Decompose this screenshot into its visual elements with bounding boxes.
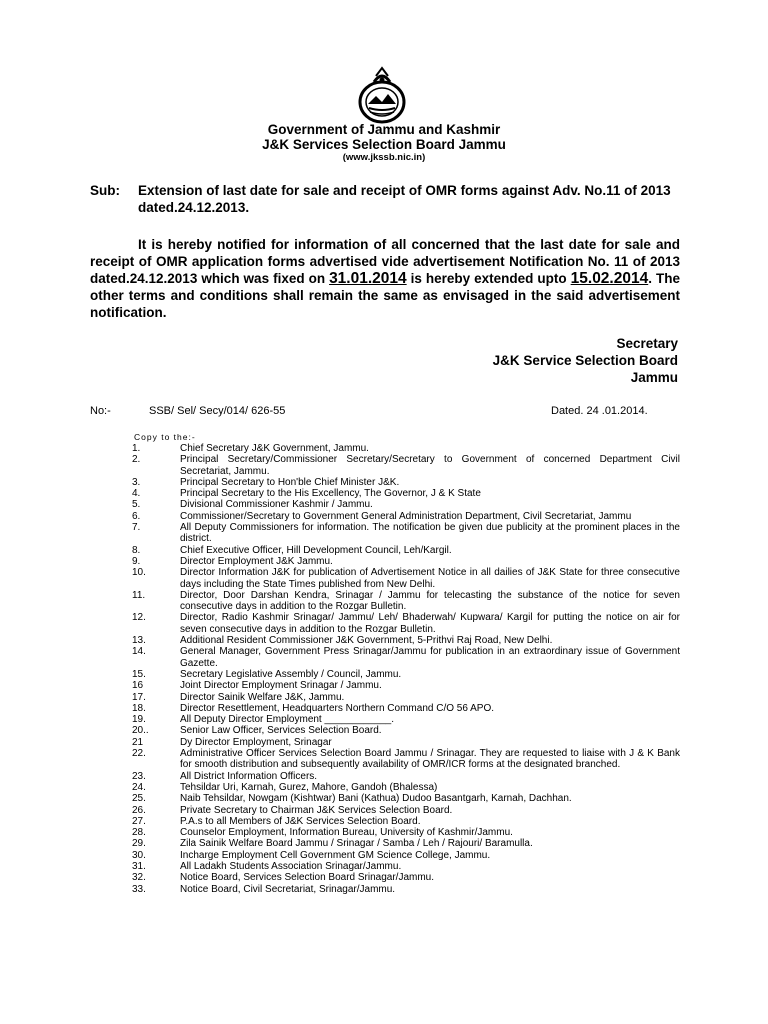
list-item-number: 31. xyxy=(132,860,146,872)
list-item xyxy=(132,567,680,590)
list-item-number: 1. xyxy=(132,443,141,454)
list-item-text: All Ladakh Students Association Srinagar/Jammu. xyxy=(180,860,402,872)
list-item-text: Tehsildar Uri, Karnah, Gurez, Mahore, Gandoh (Bhalessa) xyxy=(180,781,438,793)
list-item-text: Incharge Employment Cell Government GM Science College, Jammu. xyxy=(180,849,491,861)
copy-to-list xyxy=(132,443,680,895)
list-item-number: 16 xyxy=(132,680,144,692)
list-item-text: Counselor Employment, Information Bureau, University of Kashmir/Jammu. xyxy=(180,827,513,839)
list-item xyxy=(132,816,680,827)
list-item xyxy=(132,884,680,895)
list-item-text: Director Information J&K for publication of Advertisement Notice in all dailies of J&K State for three consecutive days including the State Times published from New Delhi. xyxy=(180,567,680,590)
list-item xyxy=(132,511,680,522)
list-item-text: Divisional Commissioner Kashmir / Jammu. xyxy=(180,499,373,511)
list-item xyxy=(132,703,680,714)
list-item-number: 18. xyxy=(132,702,146,714)
list-item-text: Director Resettlement, Headquarters Northern Command C/O 56 APO. xyxy=(180,702,495,714)
list-item-text: Principal Secretary to the His Excellency, The Governor, J & K State xyxy=(180,488,481,500)
list-item xyxy=(132,861,680,872)
list-item-number: 15. xyxy=(132,668,146,680)
list-item-number: 30. xyxy=(132,849,146,861)
body-part1: It is hereby notified for information of all concerned that the last date for sale and receipt of OMR application forms advertised vide advertisement Notification No. 11 of 2013 dated.24.12.2013 which was fixed on xyxy=(90,237,680,286)
list-item xyxy=(132,737,680,748)
list-item xyxy=(132,454,680,477)
list-item-number: 9. xyxy=(132,555,141,567)
list-item-number: 14. xyxy=(132,646,146,658)
list-item-text: Administrative Officer Services Selection Board Jammu / Srinagar. They are requested to liaise with J & K Bank for smooth distribution and subsequently availability of OMR/ICR forms at the designated branched. xyxy=(180,748,680,771)
list-item xyxy=(132,725,680,736)
copy-to-heading: Copy to the:- xyxy=(134,432,196,442)
list-item-text: Principal Secretary to Hon'ble Chief Minister J&K. xyxy=(180,476,400,488)
new-date: 15.02.2014 xyxy=(570,270,649,287)
list-item xyxy=(132,771,680,782)
list-item-number: 26. xyxy=(132,804,146,816)
list-item-text: Naib Tehsildar, Nowgam (Kishtwar) Bani (Kathua) Dudoo Basantgarh, Karnah, Dachhan. xyxy=(180,793,572,805)
notification-body xyxy=(90,236,680,321)
list-item-number: 22. xyxy=(132,748,146,760)
state-emblem-icon xyxy=(350,66,414,124)
list-item-number: 12. xyxy=(132,612,146,624)
list-item xyxy=(132,590,680,613)
list-item-number: 24. xyxy=(132,781,146,793)
list-item-number: 28. xyxy=(132,827,146,839)
list-item xyxy=(132,669,680,680)
list-item xyxy=(132,827,680,838)
list-item-text: All Deputy Commissioners for information. The notification be given due publicity at the prominent places in the district. xyxy=(180,522,680,545)
signature-board: J&K Service Selection Board xyxy=(492,353,678,368)
list-item-text: P.A.s to all Members of J&K Services Selection Board. xyxy=(180,815,421,827)
list-item-text: Dy Director Employment, Srinagar xyxy=(180,736,332,748)
list-item xyxy=(132,443,680,454)
body-part2: is hereby extended upto xyxy=(406,271,571,286)
list-item xyxy=(132,805,680,816)
list-item-number: 10. xyxy=(132,567,146,579)
list-item xyxy=(132,646,680,669)
subject-label: Sub: xyxy=(90,183,120,198)
header-board: J&K Services Selection Board Jammu xyxy=(262,137,506,152)
list-item-text: Senior Law Officer, Services Selection Board. xyxy=(180,725,382,737)
list-item xyxy=(132,488,680,499)
list-item-number: 5. xyxy=(132,499,141,511)
list-item xyxy=(132,782,680,793)
reference-date: Dated. 24 .01.2014. xyxy=(551,405,648,417)
list-item-text: Director, Radio Kashmir Srinagar/ Jammu/ Leh/ Bhaderwah/ Kupwara/ Kargil for putting the notice on air for seven consecutive days in addition to the Rozgar Bulletin. xyxy=(180,612,680,635)
list-item xyxy=(132,838,680,849)
list-item-number: 8. xyxy=(132,544,141,556)
list-item-number: 20.. xyxy=(132,725,149,737)
list-item-number: 23. xyxy=(132,770,146,782)
list-item-text: Secretary Legislative Assembly / Council, Jammu. xyxy=(180,668,402,680)
list-item-text: Director Employment J&K Jammu. xyxy=(180,555,333,567)
list-item xyxy=(132,545,680,556)
list-item-number: 33. xyxy=(132,883,146,895)
header-website: (www.jkssb.nic.in) xyxy=(342,152,426,163)
list-item-text: Chief Secretary J&K Government, Jammu. xyxy=(180,443,369,454)
list-item-text: Notice Board, Civil Secretariat, Srinagar/Jammu. xyxy=(180,883,396,895)
list-item-number: 3. xyxy=(132,476,141,488)
list-item xyxy=(132,556,680,567)
list-item xyxy=(132,680,680,691)
list-item-text: All District Information Officers. xyxy=(180,770,318,782)
body-part3: . The other terms and conditions shall remain the same as envisaged in the said advertisement notification. xyxy=(90,271,680,320)
list-item-text: Chief Executive Officer, Hill Development Council, Leh/Kargil. xyxy=(180,544,452,556)
list-item xyxy=(132,850,680,861)
list-item-text: Zila Sainik Welfare Board Jammu / Srinagar / Samba / Leh / Rajouri/ Baramulla. xyxy=(180,838,533,850)
list-item xyxy=(132,612,680,635)
old-date: 31.01.2014 xyxy=(329,270,407,287)
list-item-text: Private Secretary to Chairman J&K Services Selection Board. xyxy=(180,804,453,816)
list-item xyxy=(132,692,680,703)
list-item-text: Notice Board, Services Selection Board Srinagar/Jammu. xyxy=(180,872,435,884)
list-item xyxy=(132,635,680,646)
list-item xyxy=(132,714,680,725)
list-item-number: 11. xyxy=(132,589,146,601)
list-item-number: 7. xyxy=(132,522,141,534)
subject-text: Extension of last date for sale and receipt of OMR forms against Adv. No.11 of 2013 dated.24.12.2013. xyxy=(138,183,671,215)
reference-label: No:- xyxy=(90,405,111,417)
list-item-text: Director, Door Darshan Kendra, Srinagar / Jammu for telecasting the substance of the notice for seven consecutive days in addition to the Rozgar Bulletin. xyxy=(180,589,680,613)
list-item-text: General Manager, Government Press Srinagar/Jammu for publication in an extraordinary issue of Government Gazette. xyxy=(180,646,680,669)
list-item-number: 32. xyxy=(132,872,146,884)
list-item xyxy=(132,477,680,488)
list-item xyxy=(132,872,680,883)
reference-number: SSB/ Sel/ Secy/014/ 626-55 xyxy=(149,405,286,417)
list-item-text: Joint Director Employment Srinagar / Jammu. xyxy=(180,680,382,692)
list-item-text: All Deputy Director Employment ____________. xyxy=(180,714,395,726)
list-item-number: 4. xyxy=(132,488,141,500)
list-item-number: 25. xyxy=(132,793,146,805)
list-item xyxy=(132,522,680,545)
list-item xyxy=(132,748,680,771)
list-item-text: Commissioner/Secretary to Government General Administration Department, Civil Secretariat, Jammu xyxy=(180,510,632,522)
signature-place: Jammu xyxy=(630,370,678,385)
list-item-number: 21 xyxy=(132,736,144,748)
list-item-number: 17. xyxy=(132,691,146,703)
list-item xyxy=(132,793,680,804)
list-item xyxy=(132,499,680,510)
list-item-text: Additional Resident Commissioner J&K Government, 5-Prithvi Raj Road, New Delhi. xyxy=(180,635,553,647)
list-item-number: 13. xyxy=(132,635,146,647)
header-government: Government of Jammu and Kashmir xyxy=(267,122,501,137)
list-item-number: 29. xyxy=(132,838,146,850)
list-item-number: 19. xyxy=(132,714,146,726)
list-item-text: Principal Secretary/Commissioner Secretary/Secretary to Government of concerned Department Civil Secretariat, Jammu. xyxy=(180,454,680,477)
list-item-number: 6. xyxy=(132,510,141,522)
list-item-number: 2. xyxy=(132,454,141,466)
list-item-text: Director Sainik Welfare J&K, Jammu. xyxy=(180,691,345,703)
signature-title: Secretary xyxy=(616,336,678,351)
list-item-number: 27. xyxy=(132,815,146,827)
